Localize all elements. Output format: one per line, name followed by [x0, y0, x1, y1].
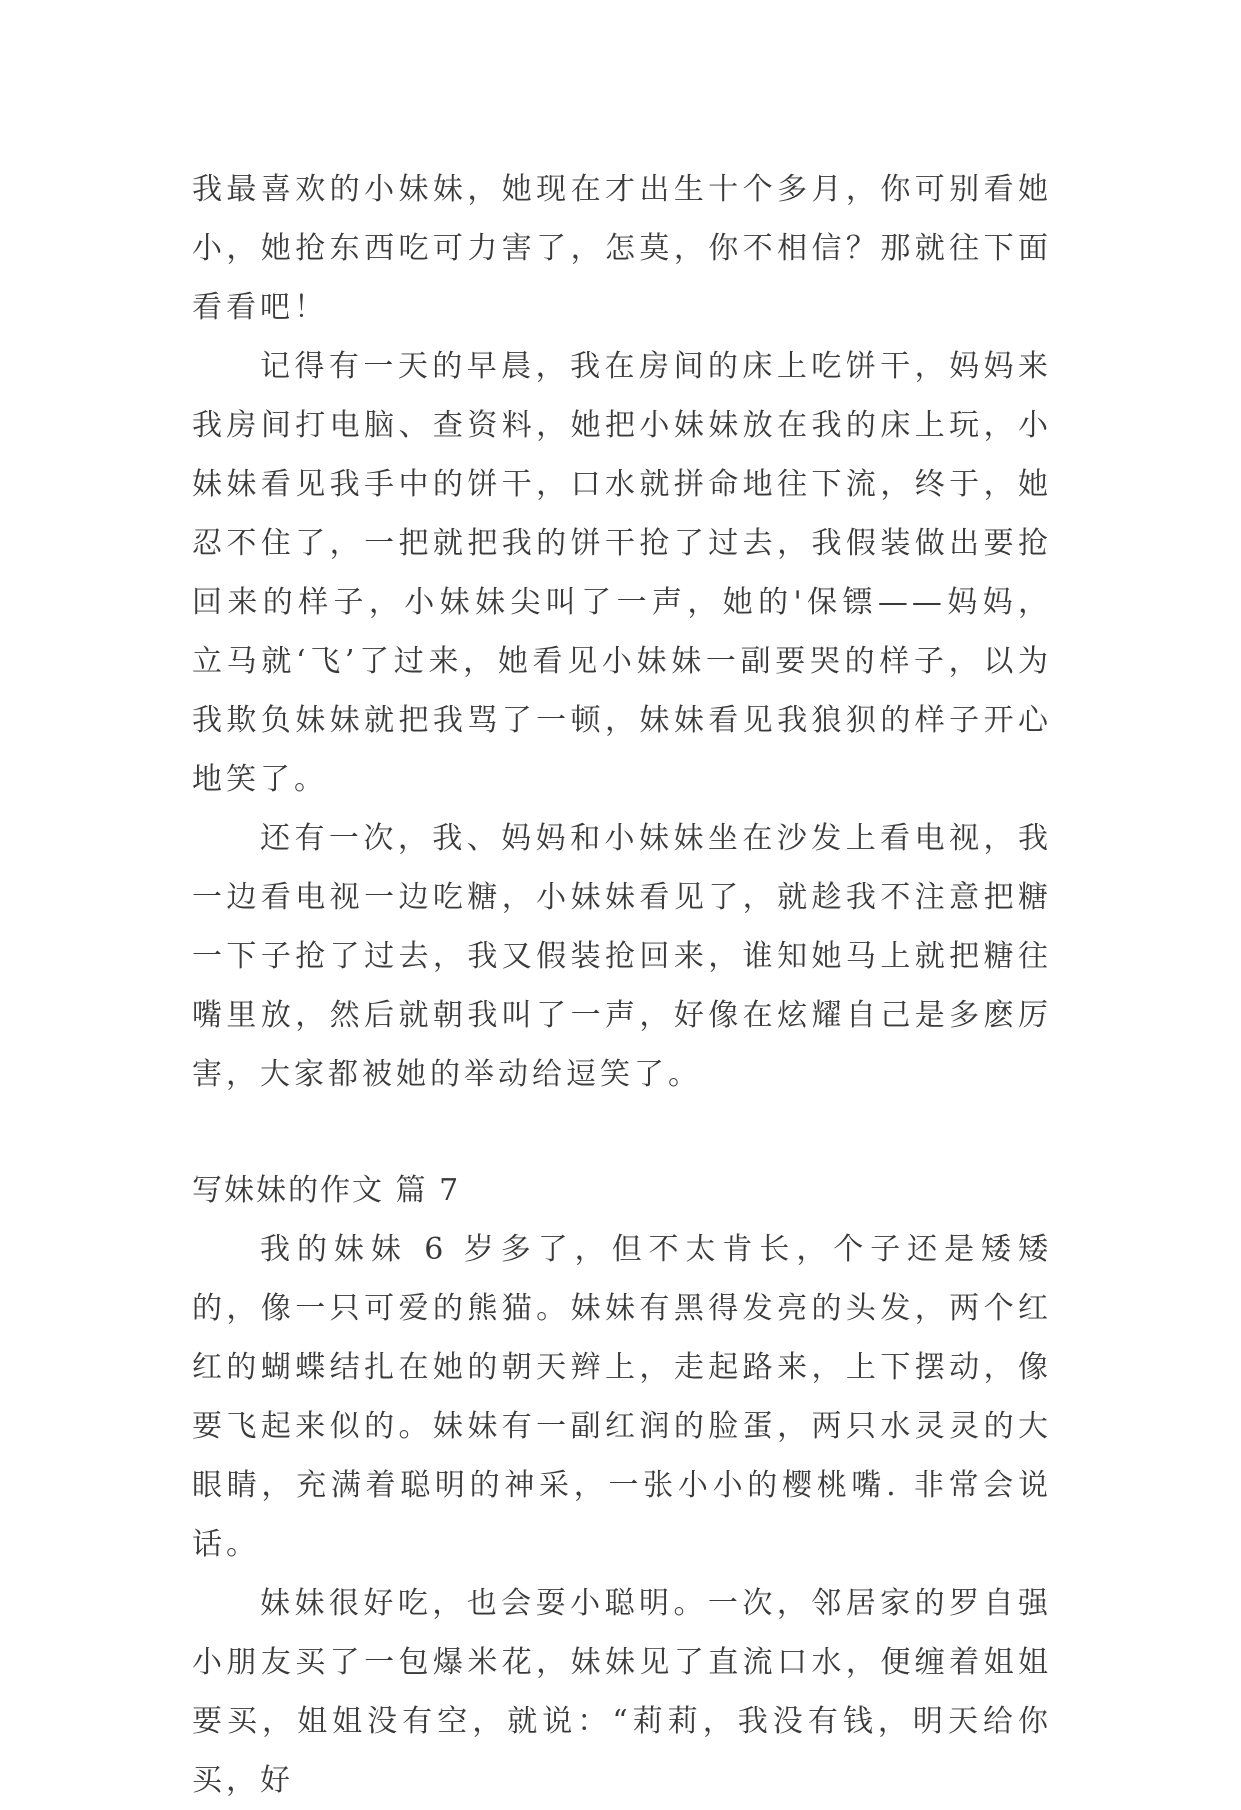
- paragraph-popcorn-story: 妹妹很好吃，也会耍小聪明。一次，邻居家的罗自强小朋友买了一包爆米花，妹妹见了直流口水，便缠着姐姐要买，姐姐没有空，就说：“莉莉，我没有钱，明天给你买，好: [192, 1586, 1052, 1798]
- paragraph-intro: 我最喜欢的小妹妹，她现在才出生十个多月，你可别看她小，她抢东西吃可力害了，怎莫，你不相信？那就往下面看看吧！: [192, 172, 1052, 325]
- document-body: [192, 160, 1052, 1810]
- paragraph-sister-description: 我的妹妹 6 岁多了，但不太肯长，个子还是矮矮的，像一只可爱的熊猫。妹妹有黑得发亮的头发，两个红红的蝴蝶结扎在她的朝天辫上，走起路来，上下摆动，像要飞起来似的。妹妹有一副红润的脸蛋，两只水灵灵的大眼睛，充满着聪明的神采，一张小小的樱桃嘴. 非常会说话。: [192, 1232, 1052, 1562]
- paragraph-candy-story: 还有一次，我、妈妈和小妹妹坐在沙发上看电视，我一边看电视一边吃糖，小妹妹看见了，就趁我不注意把糖一下子抢了过去，我又假装抢回来，谁知她马上就把糖往嘴里放，然后就朝我叫了一声，好像在炫耀自己是多麽厉害，大家都被她的举动给逗笑了。: [192, 821, 1052, 1092]
- section-heading: 写妹妹的作文 篇 7: [192, 1173, 461, 1208]
- paragraph-biscuit-story: 记得有一天的早晨，我在房间的床上吃饼干，妈妈来我房间打电脑、查资料，她把小妹妹放在我的床上玩，小妹妹看见我手中的饼干，口水就拼命地往下流，终于，她忍不住了，一把就把我的饼干抢了过去，我假装做出要抢回来的样子，小妹妹尖叫了一声，她的'保镖——妈妈，立马就‘飞’了过来，她看见小妹妹一副要哭的样子，以为我欺负妹妹就把我骂了一顿，妹妹看见我狼狈的样子开心地笑了。: [192, 349, 1052, 797]
